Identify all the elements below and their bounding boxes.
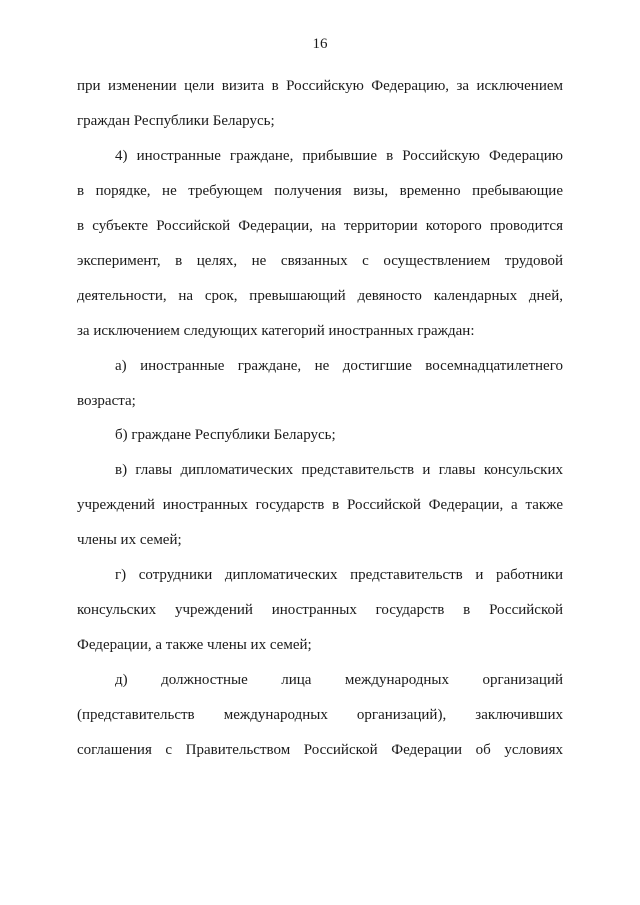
- text-line: г) сотрудники дипломатических представительств и работники: [115, 567, 563, 583]
- text-line: в порядке, не требующем получения визы, временно пребывающие: [77, 183, 563, 199]
- text-line: д) должностные лица международных организаций: [115, 672, 563, 688]
- text-line: эксперимент, в целях, не связанных с осуществлением трудовой: [77, 253, 563, 269]
- text-line: Федерации, а также члены их семей;: [77, 637, 312, 653]
- text-line: за исключением следующих категорий иностранных граждан:: [77, 323, 475, 339]
- text-line: в) главы дипломатических представительств и главы консульских: [115, 462, 563, 478]
- text-line: возраста;: [77, 393, 136, 409]
- text-line: деятельности, на срок, превышающий девяносто календарных дней,: [77, 288, 563, 304]
- text-line: 4) иностранные граждане, прибывшие в Российскую Федерацию: [115, 148, 563, 164]
- text-line: (представительств международных организаций), заключивших: [77, 707, 563, 723]
- text-line: учреждений иностранных государств в Российской Федерации, а также: [77, 497, 563, 513]
- text-line: консульских учреждений иностранных государств в Российской: [77, 602, 563, 618]
- text-line: члены их семей;: [77, 532, 182, 548]
- page-number: 16: [312, 36, 328, 52]
- text-line: а) иностранные граждане, не достигшие восемнадцатилетнего: [115, 358, 563, 374]
- text-line: соглашения с Правительством Российской Федерации об условиях: [77, 742, 563, 758]
- text-line: при изменении цели визита в Российскую Федерацию, за исключением: [77, 78, 563, 94]
- text-line: граждан Республики Беларусь;: [77, 113, 275, 129]
- text-line: в субъекте Российской Федерации, на территории которого проводится: [77, 218, 563, 234]
- text-line: б) граждане Республики Беларусь;: [115, 427, 336, 443]
